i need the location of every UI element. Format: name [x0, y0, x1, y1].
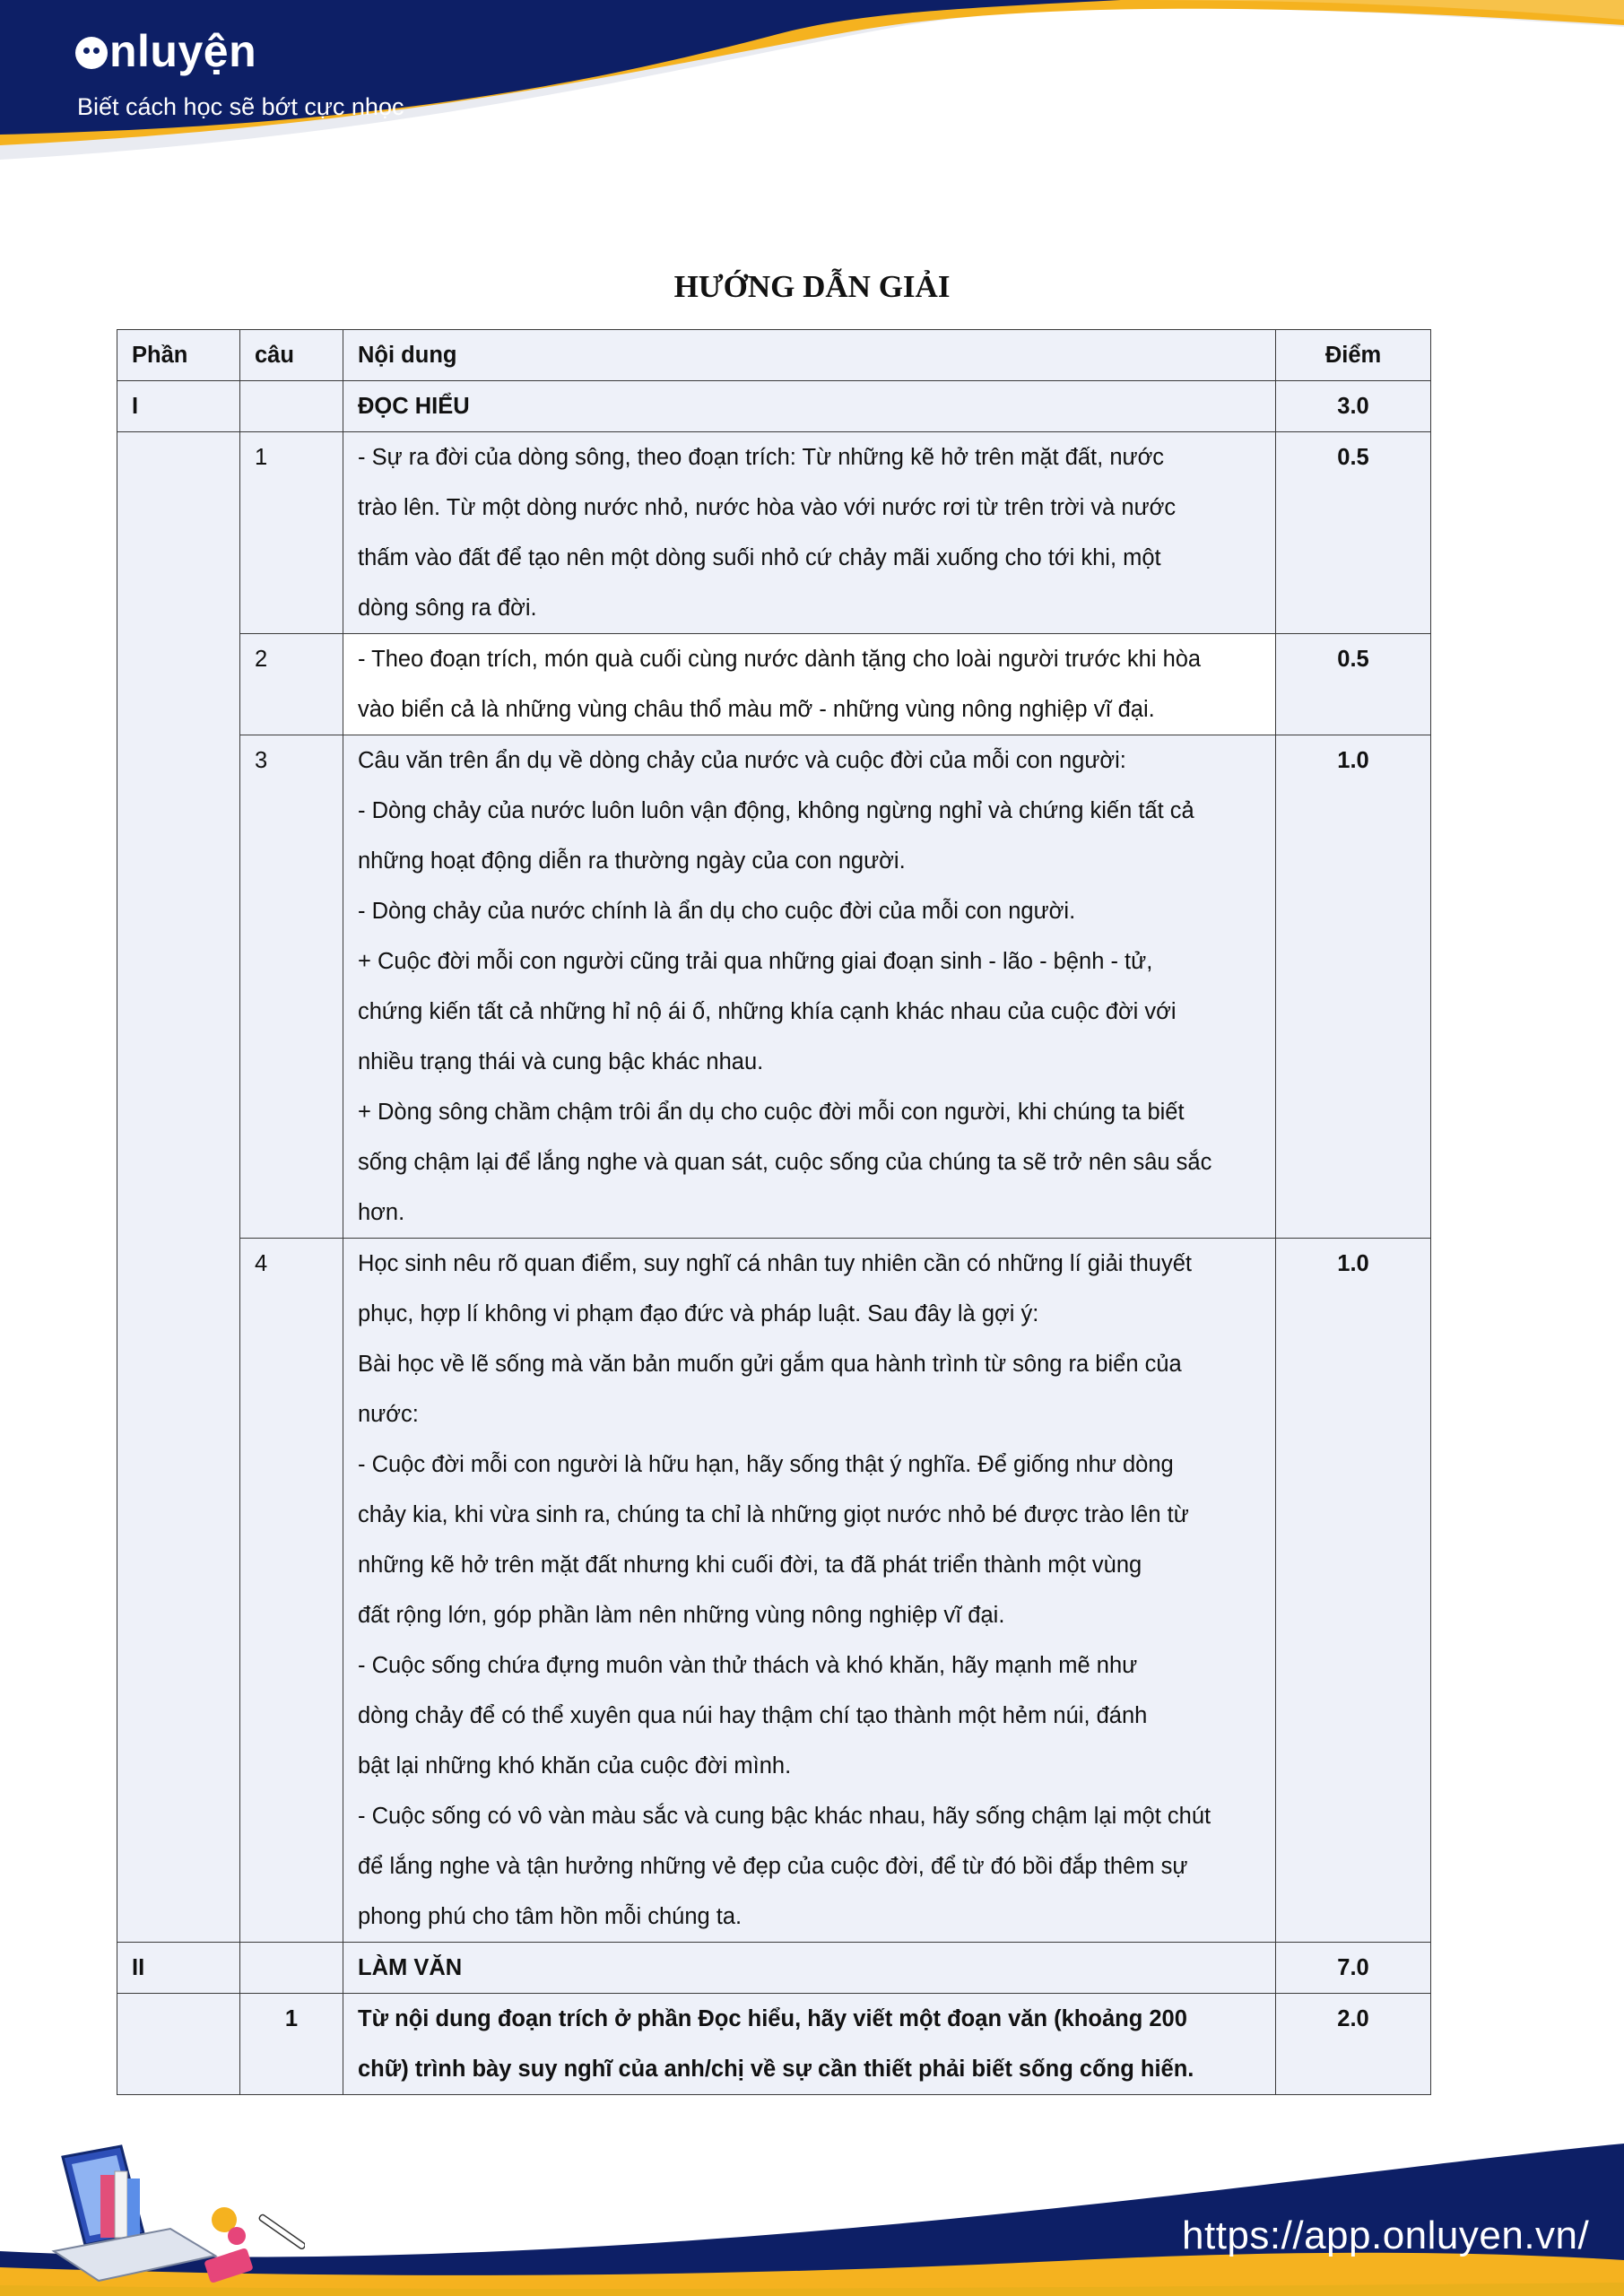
content-line: - Sự ra đời của dòng sông, theo đoạn trích: Từ những kẽ hở trên mặt đất, nước — [358, 445, 1165, 470]
part-cell-empty — [117, 1994, 240, 2095]
header-part: Phần — [117, 330, 240, 381]
content-line: hơn. — [358, 1200, 405, 1225]
answer-content — [343, 1994, 1276, 2095]
brand-name: nluyện — [109, 26, 257, 76]
section-title: ĐỌC HIỂU — [343, 381, 1276, 432]
header-banner — [0, 0, 1624, 170]
question-number: 1 — [240, 432, 343, 634]
section-question-empty — [240, 381, 343, 432]
header-question: câu — [240, 330, 343, 381]
content-line: dòng sông ra đời. — [358, 596, 537, 621]
content-line: Từ nội dung đoạn trích ở phần Đọc hiểu, hãy viết một đoạn văn (khoảng 200 — [358, 2006, 1187, 2031]
content-line: đất rộng lớn, góp phần làm nên những vùng nông nghiệp vĩ đại. — [358, 1603, 1005, 1628]
table-row-q3 — [117, 735, 1431, 1239]
content-line: phong phú cho tâm hồn mỗi chúng ta. — [358, 1904, 743, 1929]
content-line: sống chậm lại để lắng nghe và quan sát, cuộc sống của chúng ta sẽ trở nên sâu sắc — [358, 1150, 1212, 1175]
content-line: Học sinh nêu rõ quan điểm, suy nghĩ cá nhân tuy nhiên cần có những lí giải thuyết — [358, 1251, 1193, 1276]
table-header-row — [117, 330, 1431, 381]
table-row-w1 — [117, 1994, 1431, 2095]
section-row-reading — [117, 381, 1431, 432]
content-line: để lắng nghe và tận hưởng những vẻ đẹp của cuộc đời, để từ đó bồi đắp thêm sự — [358, 1854, 1188, 1879]
content-line: phục, hợp lí không vi phạm đạo đức và pháp luật. Sau đây là gợi ý: — [358, 1301, 1039, 1326]
header-score: Điểm — [1276, 330, 1431, 381]
section-score: 7.0 — [1276, 1943, 1431, 1994]
table-row-q2 — [117, 634, 1431, 735]
part-cell-merged — [117, 432, 240, 1943]
content-line: bật lại những khó khăn của cuộc đời mình. — [358, 1753, 792, 1779]
question-score: 1.0 — [1276, 735, 1431, 1239]
section-score: 3.0 — [1276, 381, 1431, 432]
content-line: + Dòng sông chầm chậm trôi ẩn dụ cho cuộc đời mỗi con người, khi chúng ta biết — [358, 1100, 1185, 1125]
question-number: 2 — [240, 634, 343, 735]
content-line: những hoạt động diễn ra thường ngày của con người. — [358, 848, 906, 874]
answer-content — [343, 1239, 1276, 1943]
content-line: - Cuộc đời mỗi con người là hữu hạn, hãy sống thật ý nghĩa. Để giống như dòng — [358, 1452, 1174, 1477]
answer-content — [343, 432, 1276, 634]
content-line: trào lên. Từ một dòng nước nhỏ, nước hòa vào với nước rơi từ trên trời và nước — [358, 495, 1177, 520]
question-score: 1.0 — [1276, 1239, 1431, 1943]
logo-face-icon — [75, 37, 108, 69]
section-part: I — [117, 381, 240, 432]
section-row-writing — [117, 1943, 1431, 1994]
footer-url: https://app.onluyen.vn/ — [1182, 2213, 1590, 2257]
question-number: 4 — [240, 1239, 343, 1943]
page-title: HƯỚNG DẪN GIẢI — [673, 269, 951, 304]
content-line: thấm vào đất để tạo nên một dòng suối nhỏ cứ chảy mãi xuống cho tới khi, một — [358, 545, 1161, 570]
section-question-empty — [240, 1943, 343, 1994]
answer-table — [117, 329, 1431, 2095]
answer-content — [343, 735, 1276, 1239]
brand-slogan: Biết cách học sẽ bớt cực nhọc — [77, 93, 404, 120]
content-line: + Cuộc đời mỗi con người cũng trải qua những giai đoạn sinh - lão - bệnh - tử, — [358, 949, 1153, 974]
content-line: Bài học về lẽ sống mà văn bản muốn gửi gắm qua hành trình từ sông ra biển của — [358, 1352, 1182, 1377]
content-line: - Theo đoạn trích, món quà cuối cùng nước dành tặng cho loài người trước khi hòa — [358, 647, 1202, 672]
content-line: dòng chảy để có thể xuyên qua núi hay thậm chí tạo thành một hẻm núi, đánh — [358, 1703, 1148, 1728]
question-score: 2.0 — [1276, 1994, 1431, 2095]
content-line: - Dòng chảy của nước chính là ẩn dụ cho cuộc đời của mỗi con người. — [358, 899, 1076, 924]
table-row-q1 — [117, 432, 1431, 634]
content-line: - Cuộc sống có vô vàn màu sắc và cung bậc khác nhau, hãy sống chậm lại một chút — [358, 1804, 1211, 1829]
content-line: chữ) trình bày suy nghĩ của anh/chị về sự cần thiết phải biết sống cống hiến. — [358, 2057, 1194, 2082]
table-row-q4 — [117, 1239, 1431, 1943]
content-line: nhiều trạng thái và cung bậc khác nhau. — [358, 1049, 764, 1074]
content-line: vào biển cả là những vùng châu thổ màu mỡ - những vùng nông nghiệp vĩ đại. — [358, 697, 1155, 722]
question-score: 0.5 — [1276, 634, 1431, 735]
content-line: chảy kia, khi vừa sinh ra, chúng ta chỉ là những giọt nước nhỏ bé được trào lên từ — [358, 1502, 1189, 1527]
content-line: Câu văn trên ẩn dụ về dòng chảy của nước và cuộc đời của mỗi con người: — [358, 748, 1126, 773]
question-score: 0.5 — [1276, 432, 1431, 634]
laptop-books-illustration — [36, 2139, 305, 2296]
content-line: những kẽ hở trên mặt đất nhưng khi cuối đời, ta đã phát triển thành một vùng — [358, 1552, 1142, 1578]
content-line: - Dòng chảy của nước luôn luôn vận động, không ngừng nghỉ và chứng kiến tất cả — [358, 798, 1194, 823]
content-line: - Cuộc sống chứa đựng muôn vàn thử thách và khó khăn, hãy mạnh mẽ như — [358, 1653, 1138, 1678]
section-title: LÀM VĂN — [343, 1943, 1276, 1994]
header-content: Nội dung — [343, 330, 1276, 381]
answer-content — [343, 634, 1276, 735]
brand-logo — [75, 25, 256, 77]
question-number: 3 — [240, 735, 343, 1239]
content-line: nước: — [358, 1402, 419, 1427]
question-number: 1 — [240, 1994, 343, 2095]
content-line: chứng kiến tất cả những hỉ nộ ái ố, những khía cạnh khác nhau của cuộc đời với — [358, 999, 1177, 1024]
section-part: II — [117, 1943, 240, 1994]
